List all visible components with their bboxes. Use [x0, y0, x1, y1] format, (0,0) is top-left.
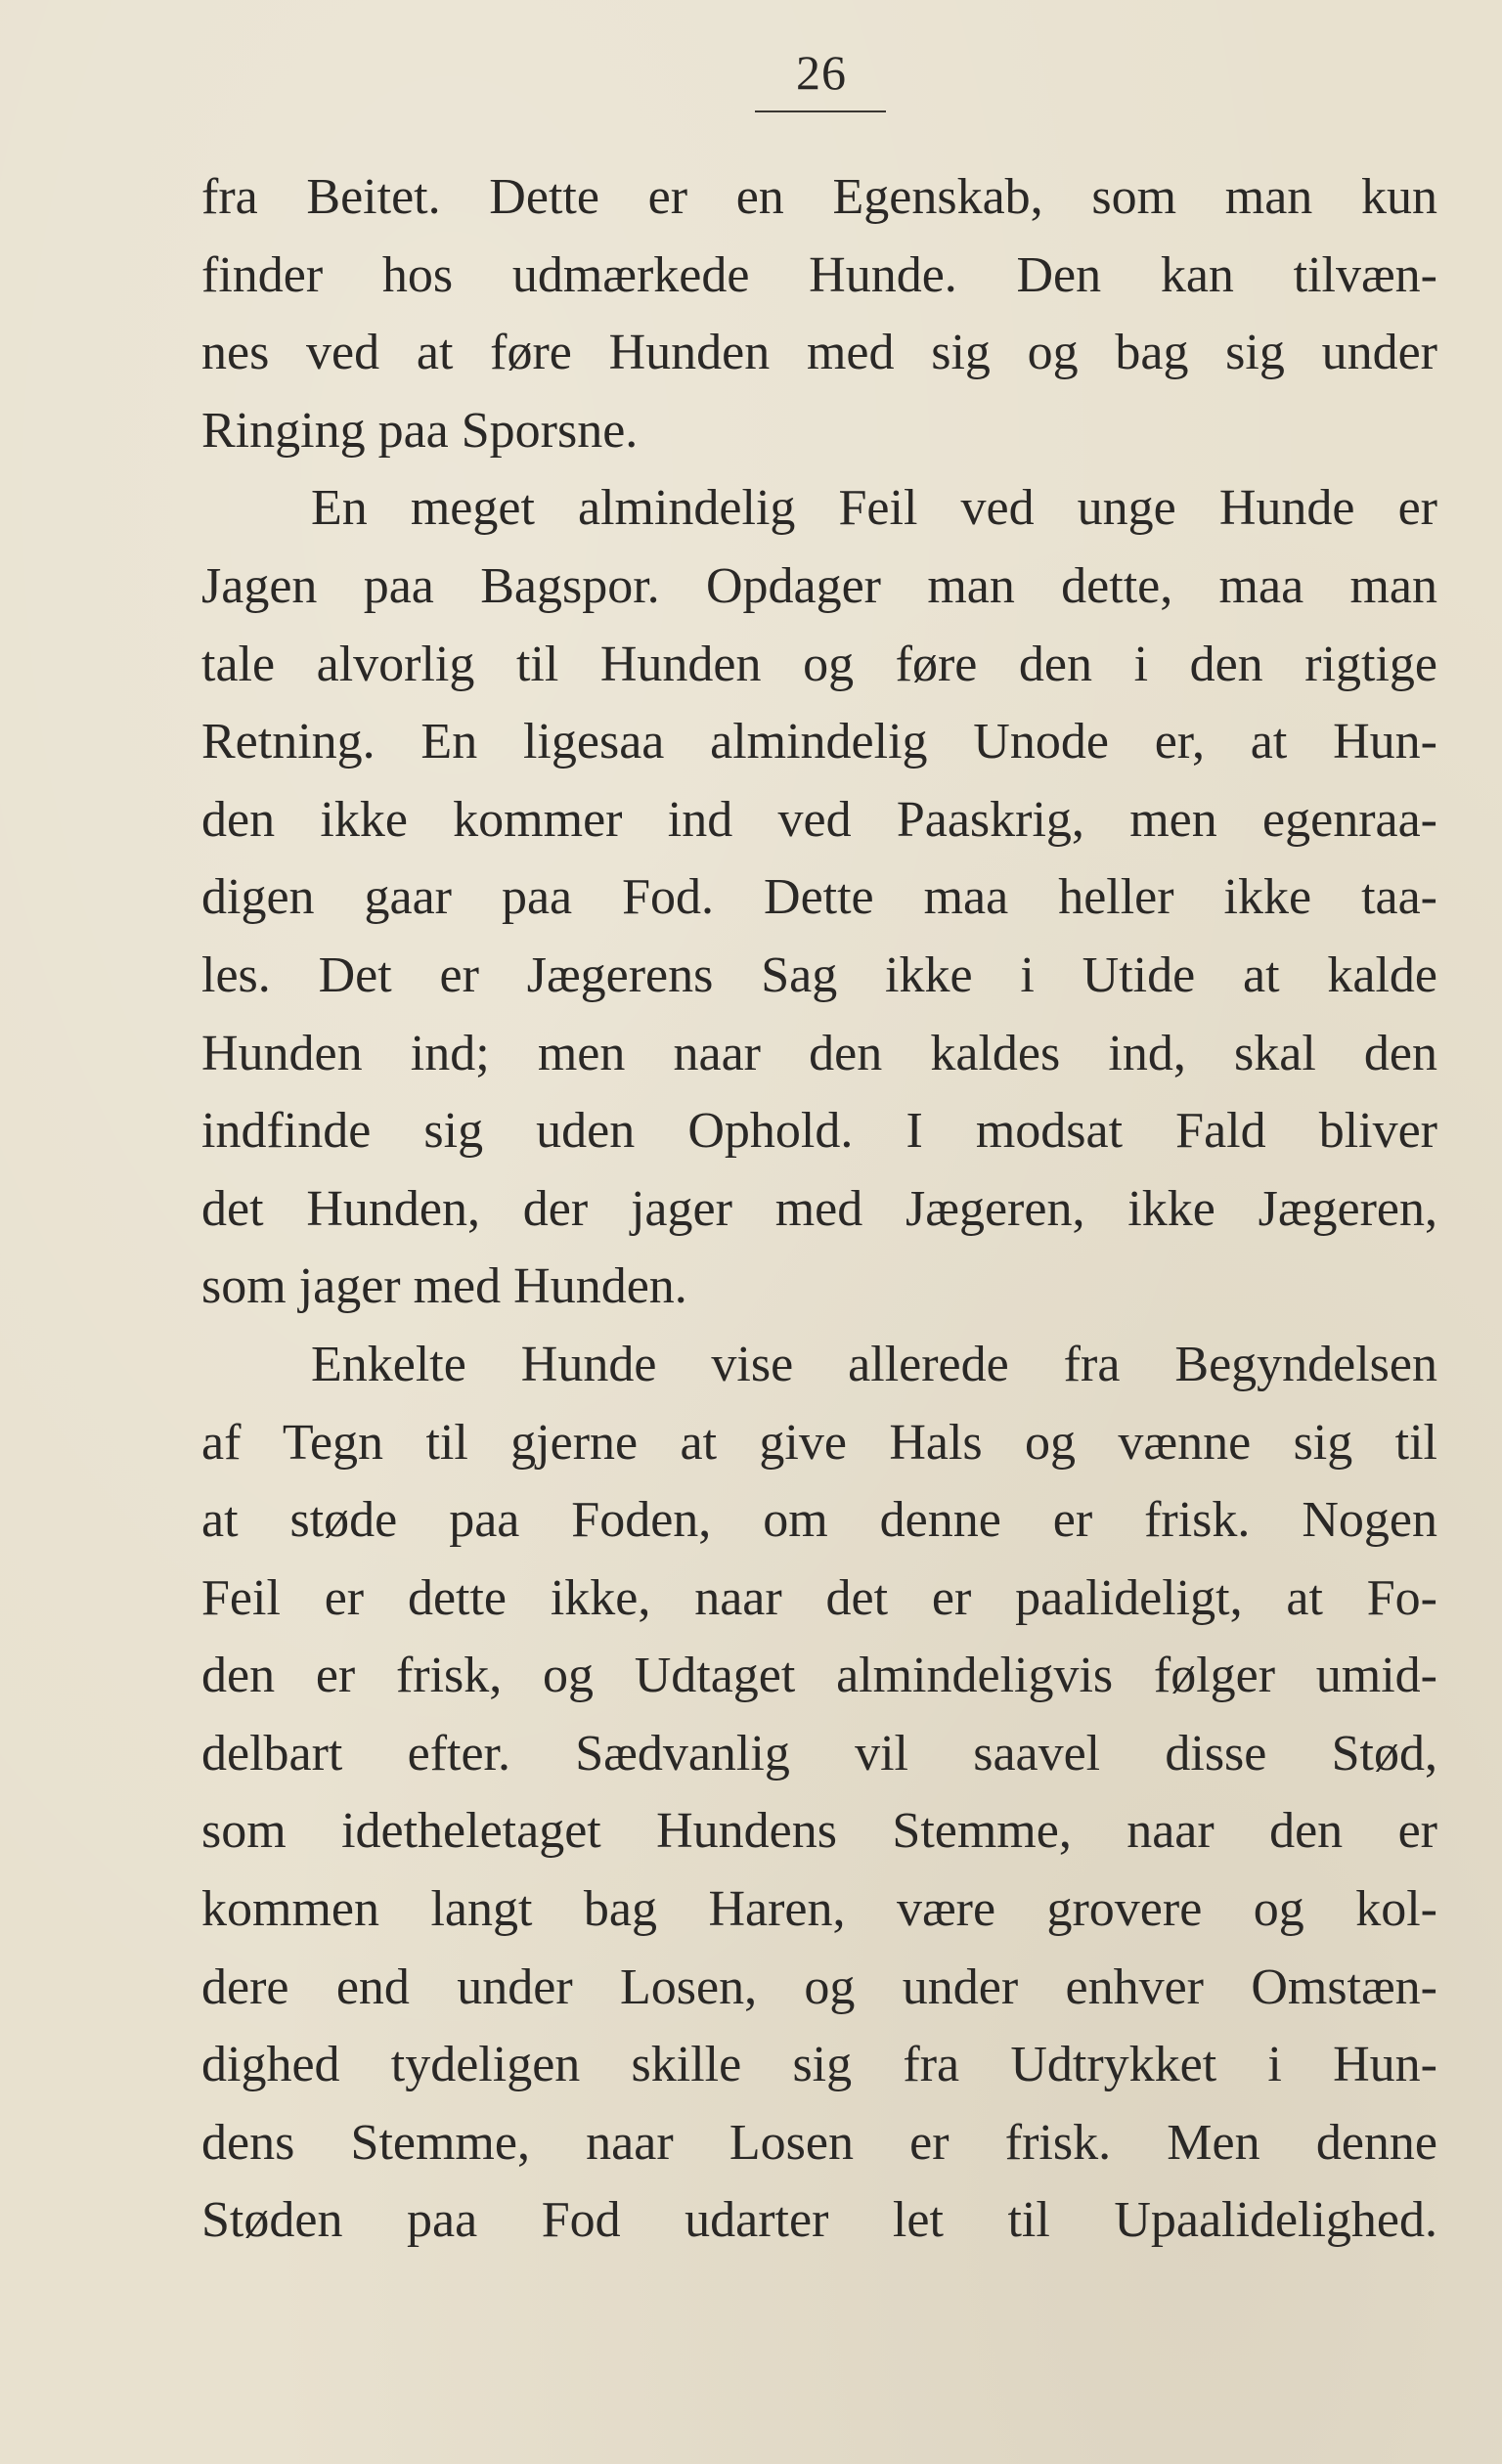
text-line: Støden paa Fod udarter let til Upaalidelighed. — [201, 2192, 1437, 2249]
text-line: den er frisk, og Udtaget almindeligvis følger umid- — [201, 1648, 1437, 1704]
text-line: Jagen paa Bagspor. Opdager man dette, maa man — [201, 557, 1437, 614]
text-line: som jager med Hunden. — [201, 1258, 687, 1315]
text-line: af Tegn til gjerne at give Hals og vænne sig til — [201, 1414, 1437, 1471]
text-line: digen gaar paa Fod. Dette maa heller ikke taa- — [201, 869, 1437, 926]
text-line: indfinde sig uden Ophold. I modsat Fald bliver — [201, 1103, 1437, 1160]
text-line: finder hos udmærkede Hunde. Den kan tilvæn- — [201, 246, 1437, 303]
text-line: kommen langt bag Haren, være grovere og kol- — [201, 1881, 1437, 1938]
text-line: det Hunden, der jager med Jægeren, ikke Jægeren, — [201, 1180, 1437, 1237]
text-line: dens Stemme, naar Losen er frisk. Men denne — [201, 2114, 1437, 2171]
text-line: tale alvorlig til Hunden og føre den i den rigtige — [201, 636, 1437, 692]
text-line: Feil er dette ikke, naar det er paalideligt, at Fo- — [201, 1569, 1437, 1626]
text-line: fra Beitet. Dette er en Egenskab, som man kun — [201, 169, 1437, 225]
page-number-rule — [755, 110, 886, 112]
body-text — [201, 158, 1437, 2260]
text-line: som idetheletaget Hundens Stemme, naar den er — [201, 1803, 1437, 1860]
text-line: den ikke kommer ind ved Paaskrig, men egenraa- — [201, 791, 1437, 848]
page-number: 26 — [796, 45, 847, 100]
text-line: dere end under Losen, og under enhver Omstæn- — [201, 1958, 1437, 2015]
text-line: Retning. En ligesaa almindelig Unode er, at Hun- — [201, 714, 1437, 770]
text-line: nes ved at føre Hunden med sig og bag sig under — [201, 325, 1437, 381]
text-line: En meget almindelig Feil ved unge Hunde er — [311, 480, 1437, 537]
text-line: dighed tydeligen skille sig fra Udtrykket i Hun- — [201, 2037, 1437, 2093]
text-line: Hunden ind; men naar den kaldes ind, skal den — [201, 1025, 1437, 1081]
text-line: at støde paa Foden, om denne er frisk. Nogen — [201, 1492, 1437, 1549]
text-line: Enkelte Hunde vise allerede fra Begyndelsen — [311, 1336, 1437, 1392]
text-line: Ringing paa Sporsne. — [201, 402, 639, 459]
text-line: delbart efter. Sædvanlig vil saavel disse Stød, — [201, 1725, 1437, 1782]
text-line: les. Det er Jægerens Sag ikke i Utide at kalde — [201, 946, 1437, 1003]
